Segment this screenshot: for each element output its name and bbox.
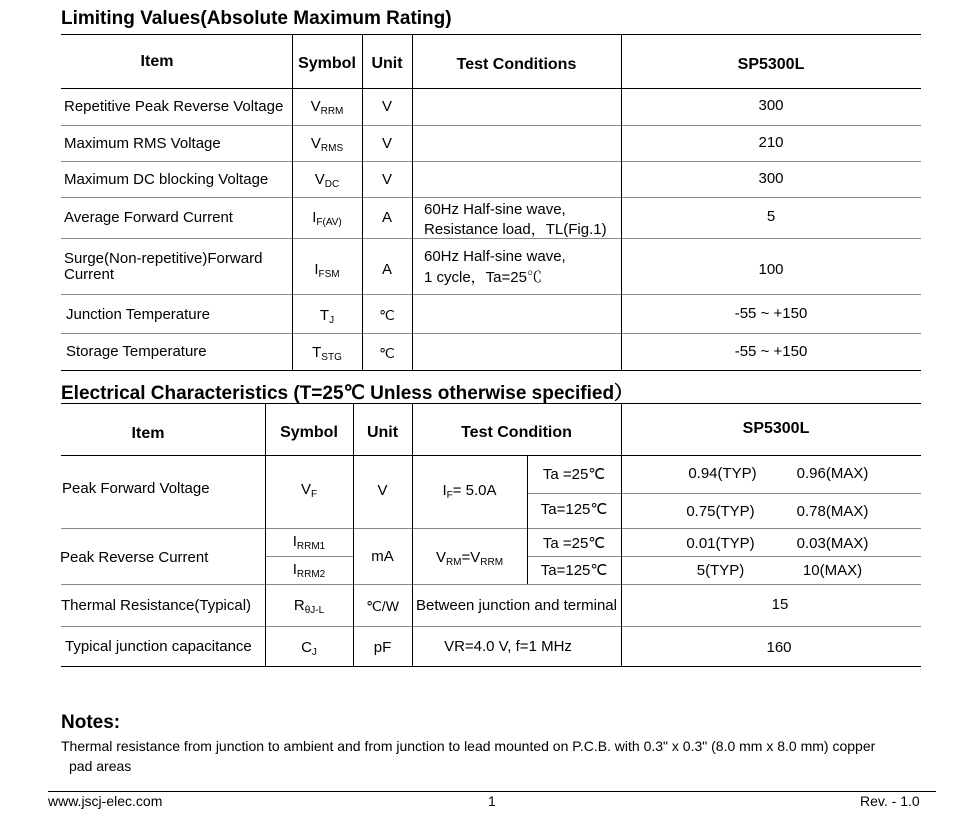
- limiting-row-value: -55 ~ +150: [734, 305, 808, 322]
- cj-symbol: $C_J$: [301, 639, 317, 658]
- footer-revision: Rev. - 1.0: [860, 793, 920, 809]
- vf-item: Peak Forward Voltage: [62, 480, 210, 497]
- limiting-row-item: Maximum DC blocking Voltage: [64, 171, 269, 188]
- limiting-row-item-cont: Current: [64, 266, 115, 283]
- limiting-row-symbol: $V_{DC}$: [314, 171, 340, 190]
- limiting-header-item: Item: [140, 53, 174, 70]
- footer-rule: [48, 791, 936, 792]
- electrical-header-part: SP5300L: [742, 420, 810, 437]
- limiting-row-unit: ℃: [379, 345, 395, 361]
- limiting-row-condition: 60Hz Half-sine wave,: [424, 248, 566, 265]
- notes-text-cont: pad areas: [69, 758, 132, 774]
- limiting-row-value: 5: [766, 208, 776, 225]
- notes-text: Thermal resistance from junction to ambient and from junction to lead mounted on P.C.B. with 0.3" x 0.3" (8.0 mm x 8.0 mm) copper: [61, 738, 876, 754]
- limiting-row-unit: V: [381, 171, 392, 188]
- limiting-title: Limiting Values(Absolute Maximum Rating): [61, 8, 452, 29]
- electrical-title: Electrical Characteristics (T=25℃ Unless otherwise specified）: [61, 383, 634, 404]
- electrical-header-unit: Unit: [366, 424, 399, 441]
- rth-item: Thermal Resistance(Typical): [61, 597, 252, 614]
- ir-ta-25: Ta =25℃: [542, 535, 606, 552]
- cj-item: Typical junction capacitance: [65, 638, 252, 655]
- vf-typ-25: 0.94(TYP): [688, 465, 757, 482]
- ir-typ-125: 5(TYP): [696, 562, 745, 579]
- vf-symbol: $V_F$: [300, 481, 318, 500]
- cj-value: 160: [766, 639, 792, 656]
- limiting-row-value: 300: [758, 170, 784, 187]
- limiting-row-item: Storage Temperature: [66, 343, 207, 360]
- limiting-row-condition: 60Hz Half-sine wave,: [424, 201, 566, 218]
- footer-page-number: 1: [488, 793, 496, 809]
- ir-unit: mA: [371, 548, 394, 565]
- limiting-row-symbol: $I_{F(AV)}$: [312, 209, 342, 228]
- vf-condition: $I_F= 5.0A$: [442, 482, 497, 501]
- limiting-row-condition: Resistance load，TL(Fig.1): [424, 221, 607, 238]
- limiting-row-item: Surge(Non-repetitive)Forward: [64, 250, 263, 267]
- rth-unit: ℃/W: [366, 598, 399, 614]
- limiting-row-item: Repetitive Peak Reverse Voltage: [64, 98, 284, 115]
- limiting-row-unit: A: [381, 209, 392, 226]
- limiting-row-value: -55 ~ +150: [734, 343, 808, 360]
- limiting-row-value: 210: [758, 134, 784, 151]
- limiting-row-unit: A: [381, 261, 392, 278]
- ir-item: Peak Reverse Current: [60, 549, 209, 566]
- ir-condition: $V_{RM}=V_{RRM}$: [435, 549, 504, 568]
- limiting-header-unit: Unit: [371, 55, 403, 72]
- limiting-row-symbol: $I_{FSM}$: [314, 261, 340, 280]
- electrical-header-symbol: Symbol: [280, 424, 338, 441]
- rth-symbol: $R_{\theta J-L}$: [293, 597, 325, 616]
- ir-ta-125: Ta=125℃: [540, 562, 608, 579]
- footer-website[interactable]: www.jscj-elec.com: [48, 793, 163, 809]
- vf-ta-25: Ta =25℃: [542, 466, 606, 483]
- limiting-row-symbol: $V_{RRM}$: [310, 98, 344, 117]
- electrical-header-item: Item: [131, 425, 165, 442]
- ir-max-125: 10(MAX): [802, 562, 863, 579]
- vf-ta-125: Ta=125℃: [540, 501, 608, 518]
- ir-symbol-2: $I_{RRM2}$: [292, 561, 326, 580]
- limiting-row-unit: ℃: [379, 307, 395, 323]
- limiting-row-unit: V: [381, 98, 392, 115]
- rth-value: 15: [771, 596, 789, 613]
- vf-typ-125: 0.75(TYP): [686, 503, 755, 520]
- notes-title: Notes:: [61, 712, 121, 733]
- ir-symbol-1: $I_{RRM1}$: [292, 533, 326, 552]
- limiting-row-item: Average Forward Current: [64, 209, 233, 226]
- cj-condition: VR=4.0 V, f=1 MHz: [444, 638, 572, 655]
- limiting-row-condition: 1 cycle，Ta=25℃: [424, 269, 542, 286]
- vf-max-25: 0.96(MAX): [796, 465, 869, 482]
- rth-condition: Between junction and terminal: [416, 597, 617, 614]
- limiting-row-item: Junction Temperature: [66, 306, 210, 323]
- limiting-header-symbol: Symbol: [298, 55, 356, 72]
- limiting-row-symbol: $T_{STG}$: [312, 344, 342, 363]
- cj-unit: pF: [373, 639, 392, 656]
- limiting-row-value: 100: [758, 261, 784, 278]
- limiting-row-symbol: $T_J$: [319, 307, 335, 326]
- vf-max-125: 0.78(MAX): [796, 503, 869, 520]
- limiting-header-conditions: Test Conditions: [456, 56, 577, 73]
- limiting-row-unit: V: [381, 135, 392, 152]
- vf-unit: V: [377, 482, 388, 499]
- limiting-row-item: Maximum RMS Voltage: [64, 135, 221, 152]
- limiting-row-symbol: $V_{RMS}$: [310, 135, 344, 154]
- limiting-header-part: SP5300L: [737, 56, 805, 73]
- electrical-header-condition: Test Condition: [461, 424, 572, 441]
- ir-max-25: 0.03(MAX): [796, 535, 869, 552]
- limiting-row-value: 300: [758, 97, 784, 114]
- ir-typ-25: 0.01(TYP): [686, 535, 755, 552]
